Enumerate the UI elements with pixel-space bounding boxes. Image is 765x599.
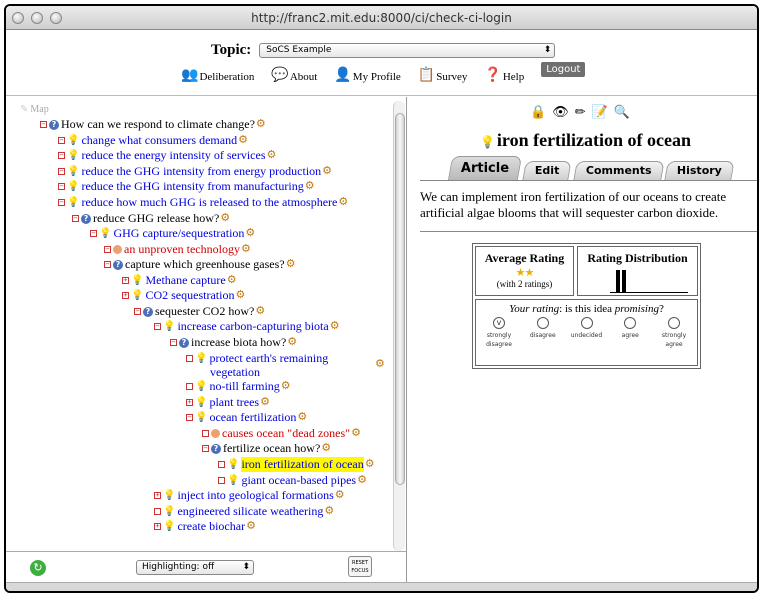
question-icon: ? (211, 444, 221, 454)
idea-icon: 💡 (195, 381, 208, 392)
gear-icon[interactable]: ⚙ (266, 149, 277, 161)
nav-survey[interactable] (418, 69, 468, 83)
option-label: agree (621, 332, 639, 339)
gear-icon[interactable]: ⚙ (357, 474, 367, 486)
clipboard-icon: 📋 (417, 67, 436, 83)
leaf-toggle[interactable] (186, 355, 193, 362)
map-scrollbar[interactable] (393, 101, 405, 551)
map-node-label[interactable]: protect earth's remaining (209, 351, 329, 365)
idea-icon: 💡 (195, 353, 208, 364)
map-node[interactable] (104, 242, 251, 257)
map-toolbar (6, 551, 407, 583)
collapse-toggle[interactable]: − (105, 245, 110, 253)
browser-window (4, 4, 759, 593)
gear-icon[interactable]: ⚙ (338, 196, 349, 208)
question-icon: ? (143, 307, 153, 317)
expand-toggle[interactable]: + (155, 522, 160, 530)
pencil-icon[interactable]: ✏ (574, 104, 586, 119)
map-node[interactable] (186, 395, 270, 410)
distribution-bar-strongly-disagree (616, 270, 620, 292)
map-node[interactable] (104, 257, 295, 272)
reset-label: RESET (351, 560, 369, 566)
gear-icon[interactable]: ⚙ (334, 489, 345, 501)
tab-label: Comments (585, 164, 652, 177)
gear-icon[interactable]: ⚙ (260, 396, 270, 408)
focus-label: FOCUS (351, 568, 369, 574)
status-bar (6, 582, 759, 593)
rating-distribution-box (577, 246, 698, 296)
map-node-label[interactable]: reduce the GHG intensity from energy production (81, 164, 322, 178)
map-node[interactable] (40, 117, 266, 132)
map-node-label[interactable]: an unproven technology (124, 242, 240, 256)
tab-article[interactable] (448, 156, 522, 180)
map-node[interactable] (218, 473, 367, 488)
gear-icon[interactable]: ⚙ (280, 380, 291, 392)
argument-icon (211, 429, 220, 438)
option-strongly-disagree[interactable] (480, 317, 518, 349)
lock-icon[interactable]: 🔒 (530, 104, 547, 119)
person-icon: 👤 (334, 67, 352, 83)
map-node-label[interactable]: reduce GHG release how? (93, 211, 220, 225)
option-label: strongly agree (661, 332, 687, 348)
your-rating-prefix: Your rating (509, 303, 560, 315)
map-node-label[interactable]: reduce the energy intensity of services (81, 148, 266, 162)
star-icon: ★ (515, 267, 525, 279)
map-node[interactable] (122, 273, 237, 288)
idea-icon: 💡 (227, 475, 240, 486)
your-rating-question (476, 303, 697, 315)
idea-icon: 💡 (195, 412, 208, 423)
idea-icon: 💡 (131, 290, 144, 301)
map-root[interactable] (20, 102, 49, 117)
window-url: http://franc2.mit.edu:8000/ci/check-ci-login (251, 11, 512, 25)
topic-label: Topic: (211, 42, 252, 58)
map-node-label[interactable]: reduce the GHG intensity from manufacturing (81, 179, 304, 193)
map-node-label[interactable]: sequester CO2 how? (155, 304, 255, 318)
map-node-label[interactable]: create biochar (177, 519, 246, 533)
map-node[interactable] (202, 441, 331, 456)
rating-stars (476, 266, 573, 279)
highlighting-select[interactable]: Highlighting: off ⬍ (136, 560, 254, 575)
detail-pane (410, 97, 759, 573)
map-node[interactable] (58, 133, 248, 148)
edit-note-icon[interactable]: 📝 (591, 104, 608, 119)
average-rating-box (475, 246, 574, 296)
gear-icon[interactable]: ⚙ (375, 358, 385, 370)
radio[interactable] (668, 317, 680, 329)
map-node-label[interactable]: change what consumers demand (81, 133, 238, 147)
eye-icon[interactable]: 👁 (552, 104, 569, 119)
argument-map-pane (6, 97, 407, 552)
rating-count: (with 2 ratings) (496, 279, 553, 289)
topic-select[interactable]: SoCS Example ⬍ (259, 43, 555, 58)
radio[interactable] (624, 317, 636, 329)
nav-label: Deliberation (199, 70, 255, 83)
collapse-toggle[interactable]: − (59, 198, 64, 206)
idea-icon: 💡 (67, 166, 80, 177)
leaf-toggle[interactable] (218, 461, 225, 468)
gear-icon[interactable]: ⚙ (246, 520, 256, 532)
collapse-toggle[interactable]: − (59, 167, 64, 175)
nav-label: Survey (436, 70, 468, 83)
map-node-label[interactable]: ocean fertilization (209, 410, 297, 424)
map-node-label[interactable]: Methane capture (145, 273, 226, 287)
divider (420, 180, 759, 181)
idea-icon: 💡 (163, 321, 176, 332)
gear-icon[interactable]: ⚙ (304, 180, 315, 192)
map-node-label[interactable]: no-till farming (209, 379, 280, 393)
idea-icon: 💡 (163, 521, 176, 532)
gear-icon[interactable]: ⚙ (321, 442, 332, 454)
map-node[interactable] (186, 351, 328, 366)
refresh-icon[interactable]: ↻ (30, 560, 46, 576)
idea-icon: 💡 (131, 275, 144, 286)
map-node[interactable] (58, 195, 348, 210)
map-node[interactable] (170, 335, 297, 350)
idea-icon: 💡 (99, 228, 112, 239)
option-label: undecided (570, 332, 603, 339)
tab-history[interactable] (665, 161, 735, 180)
radio[interactable] (537, 317, 549, 329)
gear-icon[interactable]: ⚙ (285, 258, 296, 270)
magnifier-icon[interactable]: 🔍 (613, 104, 630, 119)
distribution-chart (610, 269, 690, 293)
reset-focus-button[interactable] (348, 556, 372, 577)
map-node-label[interactable]: increase biota how? (191, 335, 287, 349)
title-bar (6, 6, 757, 30)
gear-icon[interactable]: ⚙ (238, 134, 248, 146)
map-node[interactable] (202, 426, 361, 441)
map-node-label[interactable]: causes ocean "dead zones" (222, 426, 351, 440)
leaf-toggle[interactable] (218, 477, 225, 484)
idea-icon: 💡 (163, 490, 176, 501)
map-node[interactable] (134, 304, 265, 319)
topic-row (211, 42, 555, 59)
collapse-toggle[interactable]: − (59, 151, 64, 159)
map-node[interactable] (154, 519, 256, 534)
gear-icon[interactable]: ⚙ (324, 505, 335, 517)
gear-icon[interactable]: ⚙ (287, 336, 298, 348)
option-label: strongly disagree (486, 332, 512, 348)
map-node-label[interactable]: increase carbon-capturing biota (177, 319, 329, 333)
expand-toggle[interactable]: + (187, 398, 192, 406)
map-node[interactable] (90, 226, 255, 241)
gear-icon[interactable]: ⚙ (297, 411, 308, 423)
map-node-label[interactable]: capture which greenhouse gases? (125, 257, 285, 271)
map-node[interactable] (218, 457, 375, 472)
idea-icon: 💡 (67, 181, 80, 192)
map-node-label[interactable]: CO2 sequestration (145, 288, 235, 302)
idea-icon: 💡 (163, 506, 176, 517)
nav-label: About (289, 70, 318, 83)
map-node[interactable] (58, 148, 276, 163)
collapse-toggle[interactable]: − (135, 307, 140, 315)
map-node[interactable] (186, 379, 291, 394)
map-node-label[interactable]: giant ocean-based pipes (241, 473, 357, 487)
collapse-toggle[interactable]: − (73, 214, 78, 222)
question-icon: ❓ (484, 67, 502, 83)
your-rating-word: promising (614, 303, 659, 315)
map-node-label[interactable]: vegetation (210, 365, 260, 379)
map-node[interactable] (154, 504, 334, 519)
collapse-toggle[interactable]: − (105, 260, 110, 268)
detail-tabs (450, 156, 737, 180)
map-node[interactable] (72, 211, 230, 226)
radio-selected[interactable]: v (493, 317, 505, 329)
your-rating-end: ? (658, 303, 664, 315)
tab-edit[interactable] (522, 161, 572, 180)
distribution-axis (610, 292, 688, 293)
expand-toggle[interactable]: + (123, 291, 128, 299)
idea-icon: 💡 (195, 397, 208, 408)
map-node[interactable] (58, 179, 315, 194)
people-icon: 👥 (181, 67, 199, 83)
idea-icon: 💡 (67, 135, 80, 146)
expand-toggle[interactable]: + (155, 491, 160, 499)
tab-label: Edit (535, 164, 560, 177)
question-icon: ? (179, 338, 189, 348)
gear-icon[interactable]: ⚙ (364, 458, 375, 470)
leaf-toggle[interactable] (202, 430, 209, 437)
gear-icon[interactable]: ⚙ (240, 243, 251, 255)
expand-toggle[interactable]: + (123, 276, 128, 284)
map-node[interactable] (58, 164, 332, 179)
map-node-label[interactable]: inject into geological formations (177, 488, 334, 502)
idea-icon: 💡 (227, 459, 240, 470)
option-agree[interactable] (611, 317, 649, 349)
nav-help[interactable] (484, 69, 524, 83)
map-icon: ✎ (20, 104, 29, 115)
option-label: disagree (529, 332, 556, 339)
tab-label: Article (460, 161, 510, 176)
map-node-label[interactable]: reduce how much GHG is released to the atmosphere (81, 195, 338, 209)
map-node[interactable] (122, 288, 245, 303)
distribution-bar-disagree (622, 270, 626, 292)
logout-button[interactable]: Logout (541, 62, 585, 77)
idea-icon: 💡 (479, 135, 495, 149)
divider (420, 231, 759, 232)
gear-icon[interactable]: ⚙ (255, 305, 266, 317)
nav-label: My Profile (352, 70, 401, 83)
nav-about[interactable] (271, 69, 317, 83)
idea-title: iron fertilization of ocean (496, 130, 692, 150)
idea-icon: 💡 (67, 197, 80, 208)
gear-icon[interactable]: ⚙ (329, 320, 340, 332)
tab-label: History (677, 164, 723, 177)
app-header (6, 30, 757, 96)
map-node-label[interactable]: plant trees (209, 395, 260, 409)
collapse-toggle[interactable]: − (187, 413, 192, 421)
main-nav (181, 64, 585, 83)
nav-label: Help (502, 70, 525, 83)
collapse-toggle[interactable]: − (59, 182, 64, 190)
collapse-toggle[interactable]: − (203, 444, 208, 452)
idea-description: We can implement iron fertilization of our oceans to create artificial algae blooms that will sequester carbon dioxide. (420, 189, 727, 220)
map-node-label[interactable]: GHG capture/sequestration (113, 226, 245, 240)
question-icon: ? (81, 214, 91, 224)
tab-comments[interactable] (573, 161, 664, 180)
question-icon: ? (49, 120, 59, 130)
rating-options (476, 315, 697, 349)
your-rating-box (475, 299, 698, 366)
radio[interactable] (581, 317, 593, 329)
map-node[interactable] (186, 410, 307, 425)
gear-icon[interactable]: ⚙ (255, 118, 266, 130)
collapse-toggle[interactable]: − (171, 338, 176, 346)
distribution-label: Rating Distribution (587, 251, 688, 265)
detail-toolbar (530, 104, 630, 120)
nav-my-profile[interactable] (334, 69, 400, 83)
idea-icon: 💡 (67, 150, 80, 161)
nav-deliberation[interactable] (181, 69, 254, 83)
gear-icon[interactable]: ⚙ (220, 212, 231, 224)
speech-bubble-icon: 💬 (271, 67, 289, 83)
map-node[interactable] (154, 319, 340, 334)
average-rating-label: Average Rating (484, 251, 565, 265)
rating-panel (472, 243, 701, 369)
collapse-toggle[interactable]: − (59, 136, 64, 144)
map-node[interactable] (154, 488, 345, 503)
option-strongly-agree[interactable] (655, 317, 693, 349)
gear-icon[interactable]: ⚙ (245, 227, 256, 239)
gear-icon[interactable]: ⚙ (235, 289, 246, 301)
leaf-toggle[interactable] (154, 508, 161, 515)
your-rating-mid: : is this idea (559, 303, 615, 315)
idea-title-row (410, 130, 759, 151)
map-node-continuation[interactable] (210, 365, 260, 380)
collapse-toggle[interactable]: − (41, 120, 46, 128)
option-disagree[interactable] (524, 317, 562, 349)
argument-icon (113, 245, 122, 254)
leaf-toggle[interactable] (186, 383, 193, 390)
collapse-toggle[interactable]: − (155, 322, 160, 330)
map-node-label[interactable]: engineered silicate weathering (177, 504, 324, 518)
scroll-thumb[interactable] (395, 113, 405, 485)
option-undecided[interactable] (568, 317, 606, 349)
gear-icon[interactable]: ⚙ (322, 165, 333, 177)
map-node-label[interactable]: iron fertilization of ocean (241, 457, 364, 471)
collapse-toggle[interactable]: − (91, 229, 96, 237)
map-node-label[interactable]: How can we respond to climate change? (61, 117, 255, 131)
map-node-label[interactable]: fertilize ocean how? (223, 441, 321, 455)
map-root-label: Map (30, 104, 49, 115)
gear-icon[interactable]: ⚙ (226, 274, 237, 286)
gear-icon[interactable]: ⚙ (351, 427, 361, 439)
question-icon: ? (113, 260, 123, 270)
star-icon: ★ (524, 267, 534, 279)
